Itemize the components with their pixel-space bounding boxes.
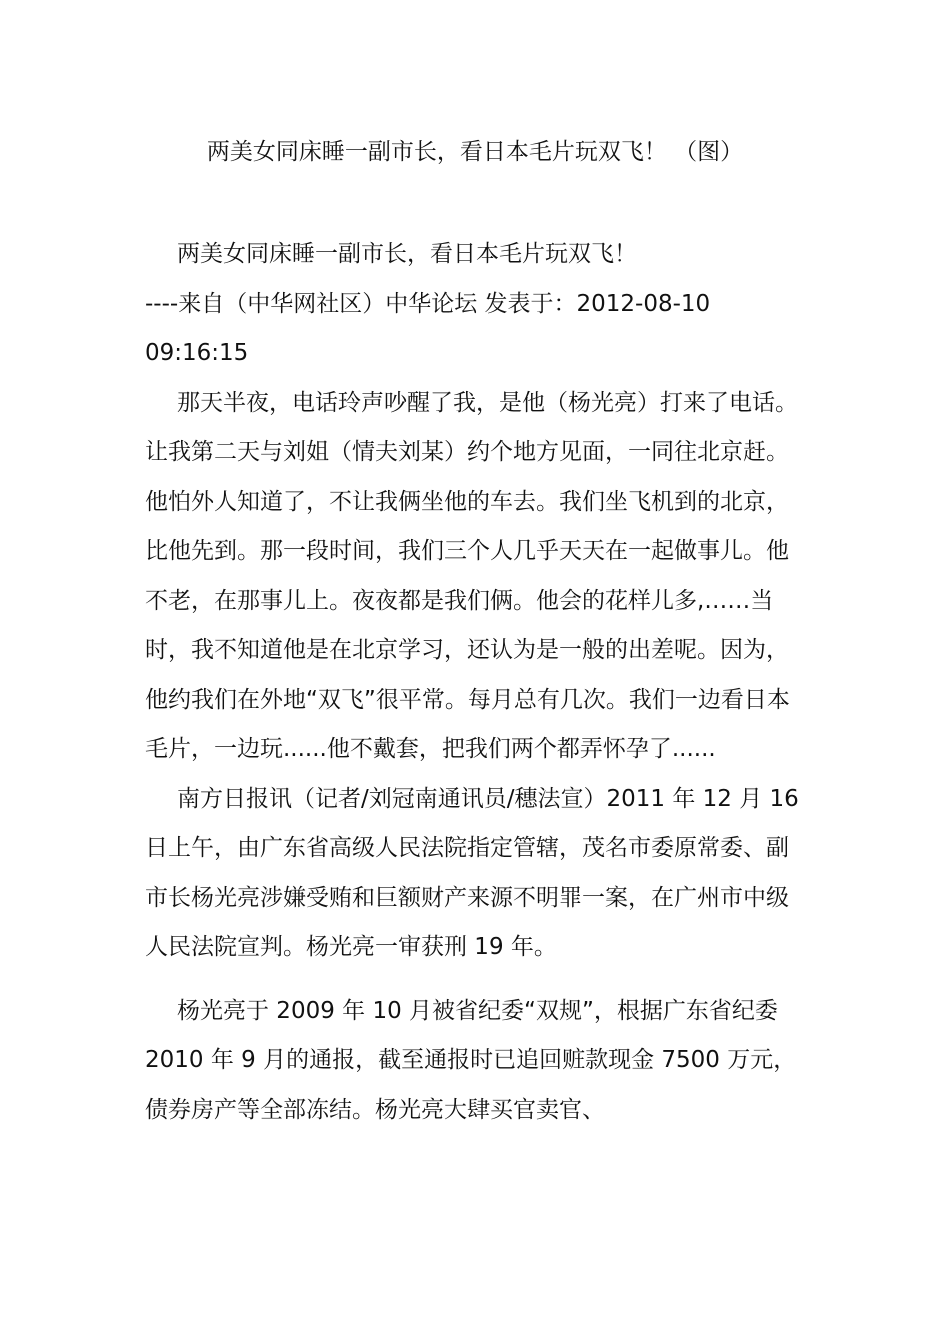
document-title: 两美女同床睡一副市长，看日本毛片玩双飞！ （图）	[206, 139, 744, 165]
document-body	[145, 230, 810, 1135]
article-source-line: ----来自（中华网社区）中华论坛 发表于：2012-08-10 09:16:15	[145, 290, 711, 366]
story-paragraph: 那天半夜，电话玲声吵醒了我，是他（杨光亮）打来了电话。让我第二天与刘姐（情夫刘某）约个地方见面，一同往北京赶。他怕外人知道了，不让我俩坐他的车去。我们坐飞机到的北京，比他先到。那一段时间，我们三个人几乎天天在一起做事儿。他不老，在那事儿上。夜夜都是我们俩。他会的花样儿多,……当时，我不知道他是在北京学习，还认为是一般的出差呢。因为，他约我们在外地“双飞”很平常。每月总有几次。我们一边看日本毛片，一边玩......他不戴套，把我们两个都弄怀孕了......	[145, 389, 798, 762]
news-paragraph-2: 杨光亮于 2009 年 10 月被省纪委“双规”，根据广东省纪委 2010 年 9 月的通报，截至通报时已追回赃款现金 7500 万元，债券房产等全部冻结。杨光亮大肆买官卖官、	[145, 997, 797, 1123]
news-paragraph-1: 南方日报讯（记者/刘冠南通讯员/穗法宣）2011 年 12 月 16 日上午，由广东省高级人民法院指定管辖，茂名市委原常委、副市长杨光亮涉嫌受贿和巨额财产来源不明罪一案，在广州市中级人民法院宣判。杨光亮一审获刑 19 年。	[145, 785, 799, 960]
article-subtitle: 两美女同床睡一副市长，看日本毛片玩双飞！	[177, 241, 637, 267]
